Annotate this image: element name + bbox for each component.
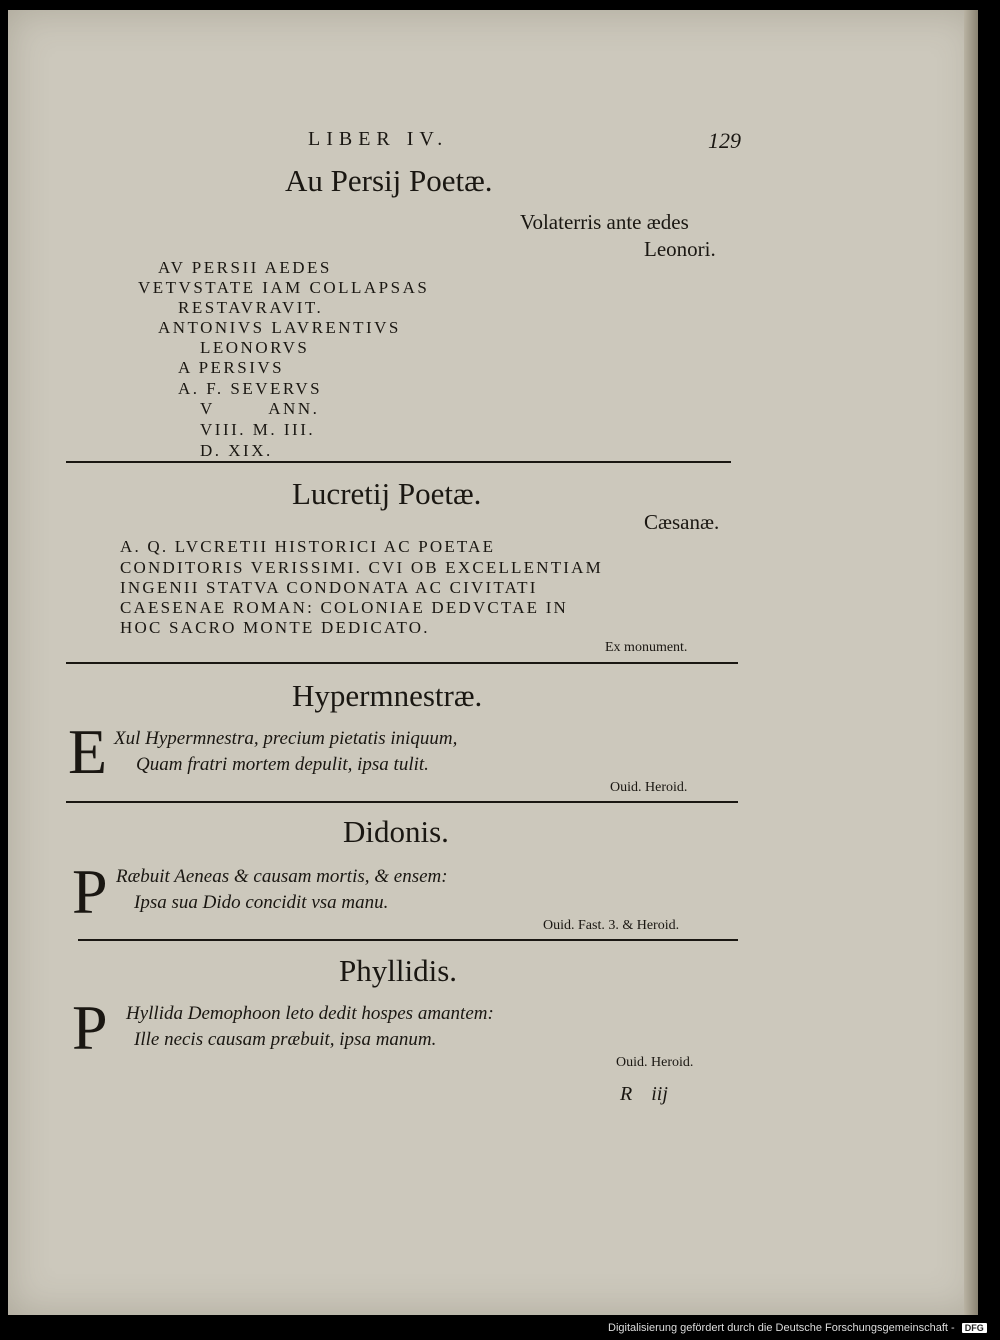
- page-spine-shadow: [964, 10, 978, 1315]
- verse-line: Hyllida Demophoon leto dedit hospes amantem:: [126, 1003, 494, 1024]
- inscription-line: VIII. M. III.: [200, 420, 316, 439]
- inscription-line: CONDITORIS VERISSIMI. CVI OB EXCELLENTIAM: [120, 558, 603, 577]
- inscription-line: INGENII STATVA CONDONATA AC CIVITATI: [120, 578, 538, 597]
- place-persius-line1: Volaterris ante ædes: [520, 210, 689, 234]
- divider-rule: [66, 801, 738, 803]
- inscription-line: RESTAVRAVIT.: [178, 298, 324, 317]
- drop-capital: E: [68, 716, 108, 787]
- inscription-line: D. XIX.: [200, 441, 273, 460]
- section-heading-lucretius: Lucretij Poetæ.: [292, 476, 482, 511]
- inscription-line: HOC SACRO MONTE DEDICATO.: [120, 618, 430, 637]
- place-lucretius: Cæsanæ.: [644, 510, 720, 534]
- inscription-line: A PERSIVS: [178, 358, 285, 377]
- drop-capital: P: [72, 992, 108, 1063]
- section-heading-persius: Au Persij Poetæ.: [285, 163, 493, 198]
- running-head: LIBER IV.: [308, 128, 449, 150]
- section-heading-hypermnestra: Hypermnestræ.: [292, 678, 483, 713]
- source-citation: Ouid. Heroid.: [610, 780, 688, 795]
- verse-line: Xul Hypermnestra, precium pietatis iniquum,: [114, 728, 458, 749]
- section-heading-dido: Didonis.: [343, 814, 449, 849]
- place-persius-line2: Leonori.: [644, 237, 716, 261]
- verse-line: Ipsa sua Dido concidit vsa manu.: [134, 892, 389, 913]
- page-number: 129: [708, 128, 741, 153]
- book-page: [8, 10, 978, 1315]
- verse-line: Ræbuit Aeneas & causam mortis, & ensem:: [116, 866, 448, 887]
- dfg-logo-icon[interactable]: DFG: [962, 1323, 987, 1333]
- inscription-line: ANTONIVS LAVRENTIVS: [158, 318, 401, 337]
- section-heading-phyllis: Phyllidis.: [339, 953, 458, 988]
- inscription-line: V ANN.: [200, 399, 320, 418]
- verse-line: Quam fratri mortem depulit, ipsa tulit.: [136, 754, 429, 775]
- divider-rule: [78, 939, 738, 941]
- inscription-line: CAESENAE ROMAN: COLONIAE DEDVCTAE IN: [120, 598, 569, 617]
- source-citation: Ouid. Heroid.: [616, 1055, 694, 1070]
- verse-line: Ille necis causam præbuit, ipsa manum.: [134, 1029, 437, 1050]
- source-citation: Ex monument.: [605, 640, 688, 655]
- inscription-line: LEONORVS: [200, 338, 310, 357]
- inscription-line: A. Q. LVCRETII HISTORICI AC POETAE: [120, 537, 496, 556]
- divider-rule: [66, 662, 738, 664]
- inscription-line: VETVSTATE IAM COLLAPSAS: [138, 278, 430, 297]
- footer-text: Digitalisierung gefördert durch die Deutsche Forschungsgemeinschaft -: [608, 1322, 955, 1334]
- signature-mark: R iij: [620, 1083, 668, 1105]
- source-citation: Ouid. Fast. 3. & Heroid.: [543, 918, 680, 933]
- inscription-line: AV PERSII AEDES: [158, 258, 332, 277]
- footer-credit: [608, 1322, 987, 1334]
- drop-capital: P: [72, 856, 108, 927]
- divider-rule: [66, 461, 731, 463]
- inscription-line: A. F. SEVERVS: [178, 379, 323, 398]
